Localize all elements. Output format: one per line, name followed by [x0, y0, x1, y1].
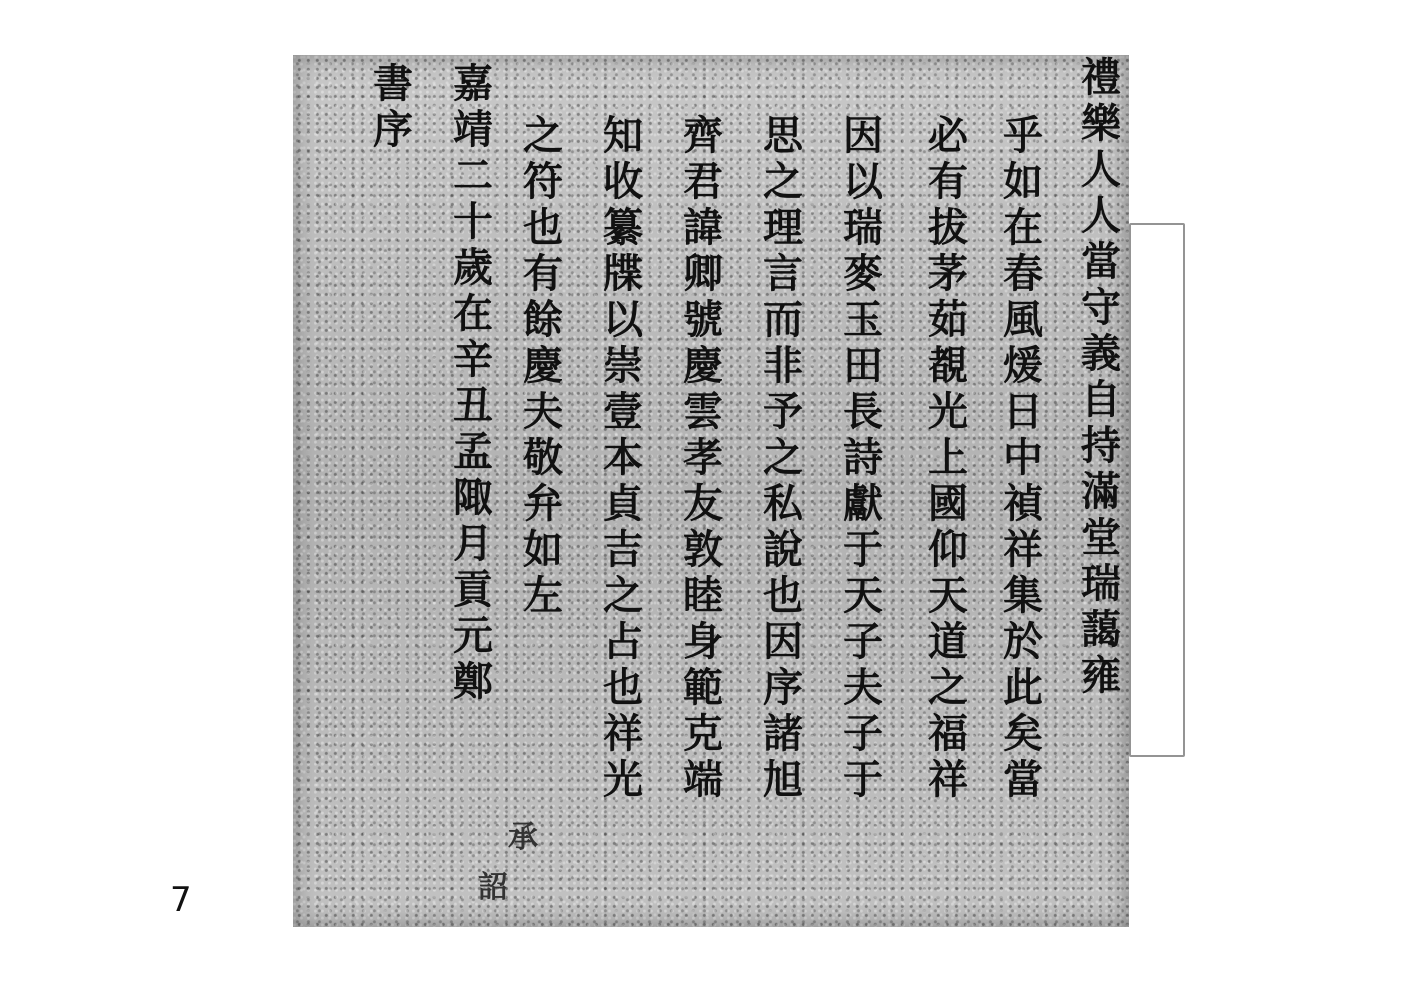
- character: 左: [523, 572, 563, 619]
- page-number: 7: [170, 880, 192, 920]
- character: 道: [928, 618, 968, 665]
- character: 端: [683, 756, 723, 803]
- character: 君: [683, 158, 723, 205]
- character: 書: [373, 60, 413, 107]
- character: 元: [453, 612, 493, 659]
- character: 崇: [603, 342, 643, 389]
- character: 雲: [683, 388, 723, 435]
- text-column-1: [1076, 55, 1126, 699]
- character: 田: [843, 342, 883, 389]
- character: 如: [523, 526, 563, 573]
- character: 之: [523, 112, 563, 159]
- character: 光: [603, 756, 643, 803]
- character: 長: [843, 388, 883, 435]
- character: 予: [763, 388, 803, 435]
- character: 因: [843, 112, 883, 159]
- character: 慶: [683, 342, 723, 389]
- character: 十: [453, 198, 493, 245]
- character: 身: [683, 618, 723, 665]
- character: 有: [928, 158, 968, 205]
- text-column-5: [758, 113, 808, 803]
- character: 克: [683, 710, 723, 757]
- character: 當: [1003, 756, 1043, 803]
- character: 中: [1003, 434, 1043, 481]
- character: 于: [843, 526, 883, 573]
- character: 集: [1003, 572, 1043, 619]
- character: 藹: [1081, 606, 1121, 653]
- character: 號: [683, 296, 723, 343]
- seal-outline: [1129, 223, 1185, 757]
- character: 吉: [603, 526, 643, 573]
- character: 上: [928, 434, 968, 481]
- character: 也: [523, 204, 563, 251]
- character: 非: [763, 342, 803, 389]
- character: 福: [928, 710, 968, 757]
- character: 此: [1003, 664, 1043, 711]
- character: 之: [928, 664, 968, 711]
- text-column-4: [838, 113, 888, 803]
- character: 子: [843, 618, 883, 665]
- character: 有: [523, 250, 563, 297]
- character: 序: [373, 106, 413, 153]
- character: 因: [763, 618, 803, 665]
- character: 麥: [843, 250, 883, 297]
- character: 睦: [683, 572, 723, 619]
- character: 敦: [683, 526, 723, 573]
- text-column-8: [518, 113, 568, 619]
- character: 之: [763, 158, 803, 205]
- character: 範: [683, 664, 723, 711]
- character: 獻: [843, 480, 883, 527]
- text-column-3: [923, 113, 973, 803]
- character: 弁: [523, 480, 563, 527]
- character: 旭: [763, 756, 803, 803]
- character: 符: [523, 158, 563, 205]
- character: 月: [453, 520, 493, 567]
- character: 也: [603, 664, 643, 711]
- character: 春: [1003, 250, 1043, 297]
- character: 本: [603, 434, 643, 481]
- character: 卿: [683, 250, 723, 297]
- character: 禮: [1081, 54, 1121, 101]
- character: 辛: [453, 336, 493, 383]
- character: 祥: [1003, 526, 1043, 573]
- character: 子: [843, 710, 883, 757]
- character: 貞: [603, 480, 643, 527]
- character: 人: [1081, 192, 1121, 239]
- character: 嘉: [453, 60, 493, 107]
- character: 孝: [683, 434, 723, 481]
- text-column-zhao: [468, 865, 518, 911]
- character: 在: [1003, 204, 1043, 251]
- character: 鄭: [453, 658, 493, 705]
- character: 收: [603, 158, 643, 205]
- text-column-10: [368, 61, 418, 153]
- character: 纂: [603, 204, 643, 251]
- character: 說: [763, 526, 803, 573]
- text-column-6: [678, 113, 728, 803]
- character: 言: [763, 250, 803, 297]
- character: 玉: [843, 296, 883, 343]
- character: 天: [843, 572, 883, 619]
- character: 牒: [603, 250, 643, 297]
- text-column-7: [598, 113, 648, 803]
- text-column-cheng: [498, 815, 548, 861]
- character: 之: [763, 434, 803, 481]
- character: 在: [453, 290, 493, 337]
- character: 丑: [453, 382, 493, 429]
- character: 序: [763, 664, 803, 711]
- character: 滿: [1081, 468, 1121, 515]
- character: 覩: [928, 342, 968, 389]
- character: 當: [1081, 238, 1121, 285]
- character: 慶: [523, 342, 563, 389]
- character: 占: [603, 618, 643, 665]
- character: 拔: [928, 204, 968, 251]
- character: 於: [1003, 618, 1043, 665]
- character: 諸: [763, 710, 803, 757]
- character: 持: [1081, 422, 1121, 469]
- character: 瑞: [1081, 560, 1121, 607]
- character: 堂: [1081, 514, 1121, 561]
- character: 樂: [1081, 100, 1121, 147]
- character: 齊: [683, 112, 723, 159]
- character: 思: [763, 112, 803, 159]
- character: 必: [928, 112, 968, 159]
- character: 祥: [603, 710, 643, 757]
- character: 孟: [453, 428, 493, 475]
- character: 諱: [683, 204, 723, 251]
- character: 茅: [928, 250, 968, 297]
- character: 仰: [928, 526, 968, 573]
- character: 國: [928, 480, 968, 527]
- character: 陬: [453, 474, 493, 521]
- character: 歲: [453, 244, 493, 291]
- character-cheng: 承: [508, 820, 538, 855]
- character: 餘: [523, 296, 563, 343]
- character: 靖: [453, 106, 493, 153]
- character: 夫: [523, 388, 563, 435]
- character: 禎: [1003, 480, 1043, 527]
- character: 也: [763, 572, 803, 619]
- character: 茹: [928, 296, 968, 343]
- character: 貢: [453, 566, 493, 613]
- character: 雍: [1081, 652, 1121, 699]
- character: 友: [683, 480, 723, 527]
- text-column-2: [998, 113, 1048, 803]
- character: 祥: [928, 756, 968, 803]
- character: 于: [843, 756, 883, 803]
- character-zhao: 詔: [478, 870, 508, 905]
- character: 敬: [523, 434, 563, 481]
- character: 二: [453, 152, 493, 199]
- character: 自: [1081, 376, 1121, 423]
- character: 矣: [1003, 710, 1043, 757]
- character: 私: [763, 480, 803, 527]
- character: 煖: [1003, 342, 1043, 389]
- character: 光: [928, 388, 968, 435]
- character: 以: [603, 296, 643, 343]
- text-column-9: [448, 61, 498, 705]
- character: 風: [1003, 296, 1043, 343]
- character: 瑞: [843, 204, 883, 251]
- character: 夫: [843, 664, 883, 711]
- character: 人: [1081, 146, 1121, 193]
- character: 義: [1081, 330, 1121, 377]
- character: 乎: [1003, 112, 1043, 159]
- character: 以: [843, 158, 883, 205]
- scanned-page: [293, 55, 1129, 927]
- character: 知: [603, 112, 643, 159]
- character: 詩: [843, 434, 883, 481]
- character: 日: [1003, 388, 1043, 435]
- character: 而: [763, 296, 803, 343]
- character: 壹: [603, 388, 643, 435]
- character: 理: [763, 204, 803, 251]
- character: 天: [928, 572, 968, 619]
- character: 守: [1081, 284, 1121, 331]
- character: 之: [603, 572, 643, 619]
- character: 如: [1003, 158, 1043, 205]
